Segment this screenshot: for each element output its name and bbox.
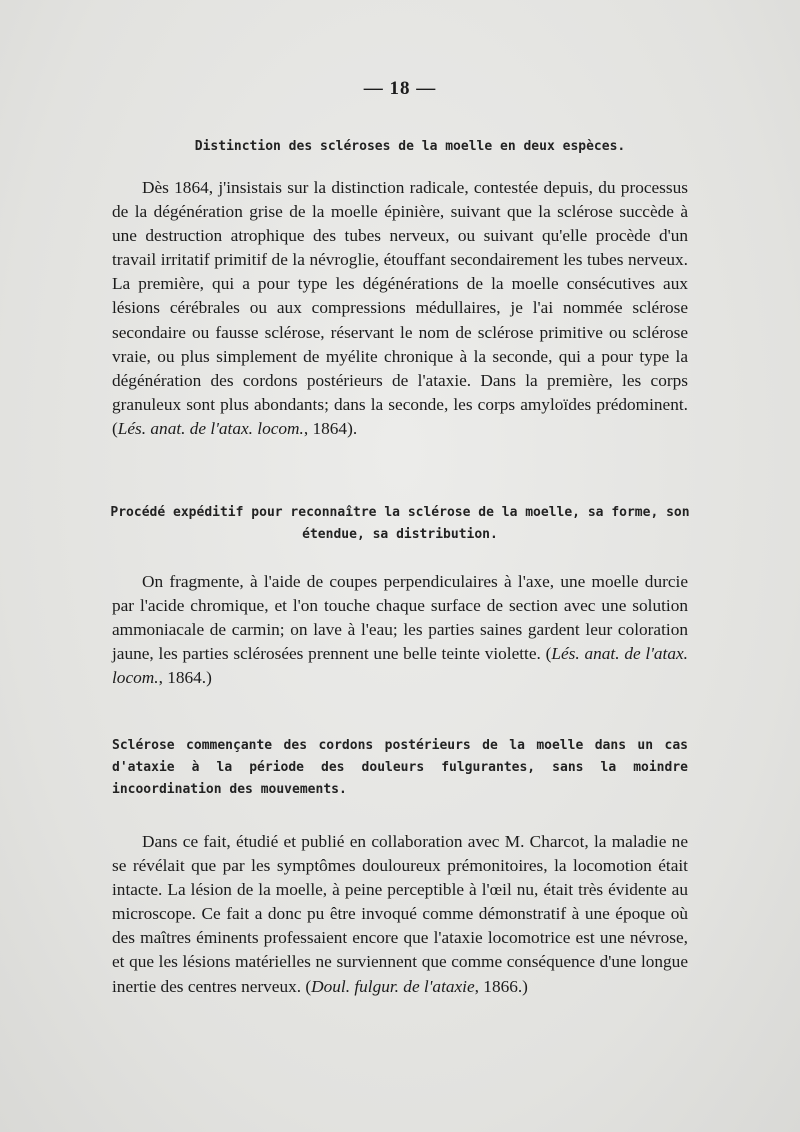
citation-italic: Doul. fulgur. de l'ataxie (311, 976, 475, 996)
citation-italic: Lés. anat. de l'atax. locom. (117, 418, 304, 438)
section-heading-3: Sclérose commençante des cordons postérieurs de la moelle dans un cas d'ataxie à la période des douleurs fulgurantes, sans la moindre incoordination des mouvements. (112, 738, 688, 797)
citation-end: , 1864.) (158, 668, 212, 688)
section-heading-1: Distinction des scléroses de la moelle en deux espèces. (194, 139, 626, 154)
section-paragraph-2 (112, 570, 688, 690)
citation-end: , 1864). (303, 418, 358, 438)
section-paragraph-3 (112, 830, 688, 999)
section-paragraph-1 (112, 176, 688, 441)
citation-end: , 1866.) (474, 976, 528, 996)
page-number: — 18 — (363, 78, 437, 99)
paragraph-text: Dans ce fait, étudié et publié en collaboration avec M. Charcot, la maladie ne se révélait que par les symptômes douloureux prémonitoires, la locomotion était intacte. La lésion de la moelle, à peine perceptible à l'œil nu, était très évidente au microscope. Ce fait a donc pu être invoqué comme démonstratif à une époque où des maîtres éminents professaient encore que l'ataxie locomotrice est une névrose, et que les lésions matérielles ne surviennent que comme conséquence d'une longue inertie des centres nerveux. ( (112, 832, 688, 996)
paragraph-text: Dès 1864, j'insistais sur la distinction radicale, contestée depuis, du processus de la dégénération grise de la moelle épinière, suivant que la sclérose succède à une destruction atrophique des tubes nerveux, ou suivant qu'elle procède d'un travail irritatif primitif de la névroglie, étouffant secondairement les tubes nerveux. La première, qui a pour type les dégénérations de la moelle consécutives aux lésions cérébrales ou aux compressions médullaires, je l'ai nommée sclérose secondaire ou fausse sclérose, réservant le nom de sclérose primitive ou sclérose vraie, ou plus simplement de myélite chronique à la seconde, qui a pour type la dégénération des cordons postérieurs de l'ataxie. Dans la première, les corps granuleux sont plus abondants; dans la seconde, les corps amyloïdes prédominent. ( (112, 178, 688, 438)
citation-italic: Lés. anat. de l'atax. locom. (112, 644, 688, 688)
paragraph-text: On fragmente, à l'aide de coupes perpendiculaires à l'axe, une moelle durcie par l'acide chromique, et l'on touche chaque surface de section avec une solution ammoniacale de carmin; on lave à l'eau; les parties saines gardent leur coloration jaune, les parties sclérosées prennent une belle teinte violette. ( (112, 572, 688, 664)
section-heading-2: Procédé expéditif pour reconnaître la sclérose de la moelle, sa forme, son étendue, sa distribution. (110, 505, 690, 542)
